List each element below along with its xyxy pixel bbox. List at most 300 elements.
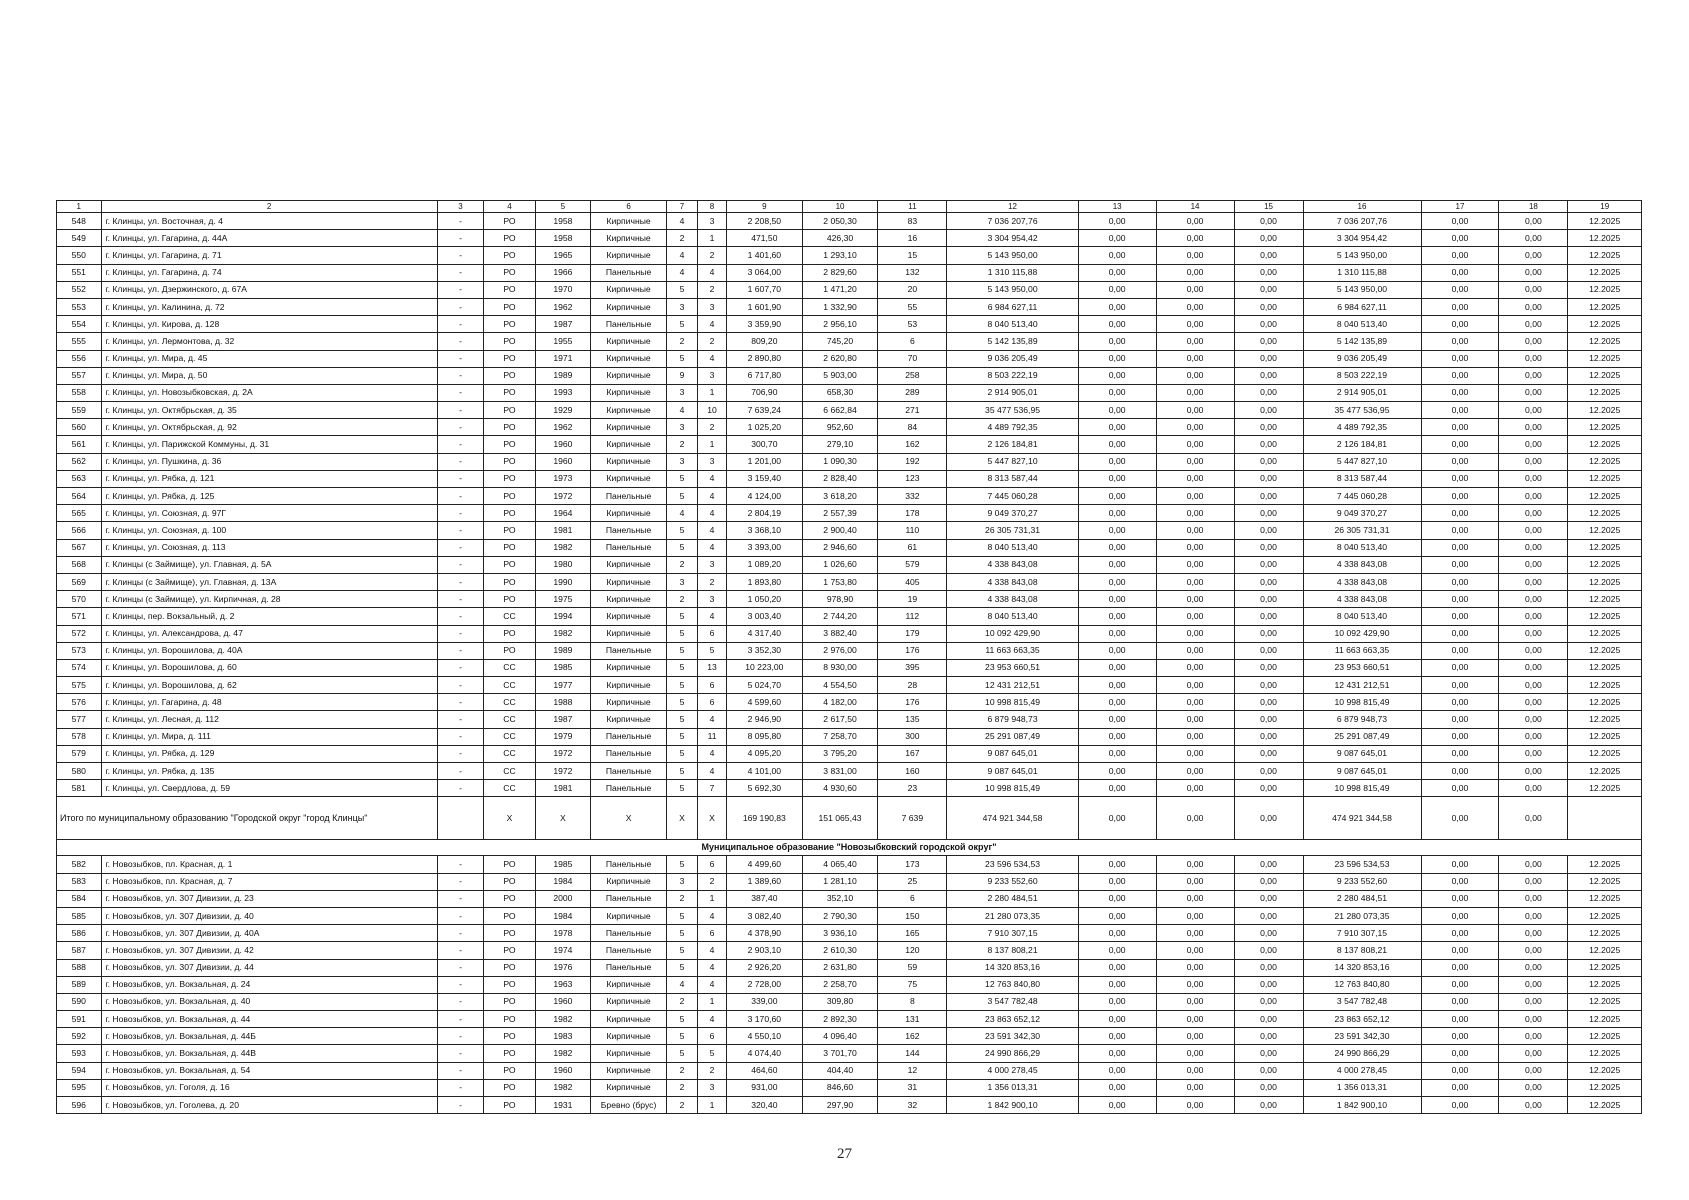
- table-cell: Панельные: [591, 539, 667, 556]
- total-cell: 151 065,43: [802, 797, 878, 840]
- table-cell: РО: [484, 505, 535, 522]
- table-cell: 83: [878, 213, 947, 230]
- table-cell: 578: [57, 728, 102, 745]
- table-cell: 0,00: [1234, 453, 1303, 470]
- table-row: [57, 625, 1642, 642]
- table-cell: 6: [878, 333, 947, 350]
- table-cell: 1958: [535, 213, 591, 230]
- table-cell: РО: [484, 890, 535, 907]
- table-row: [57, 1079, 1642, 1096]
- table-cell: 10 092 429,90: [1303, 625, 1421, 642]
- table-cell: 0,00: [1078, 763, 1156, 780]
- table-cell: 0,00: [1499, 976, 1568, 993]
- address-cell: г. Клинцы, ул. Мира, д. 50: [101, 367, 437, 384]
- table-cell: 0,00: [1421, 367, 1499, 384]
- table-cell: 3 368,10: [727, 522, 803, 539]
- table-cell: 112: [878, 608, 947, 625]
- table-cell: 0,00: [1421, 694, 1499, 711]
- table-cell: 4: [698, 907, 727, 924]
- table-cell: РО: [484, 942, 535, 959]
- table-cell: 8 313 587,44: [947, 470, 1078, 487]
- table-cell: 4 095,20: [727, 745, 803, 762]
- table-cell: 0,00: [1421, 856, 1499, 873]
- table-cell: 0,00: [1499, 642, 1568, 659]
- address-cell: г. Клинцы, ул. Рябка, д. 125: [101, 488, 437, 505]
- table-cell: 1980: [535, 556, 591, 573]
- table-cell: 4: [698, 316, 727, 333]
- table-cell: 9 233 552,60: [947, 873, 1078, 890]
- table-cell: 131: [878, 1011, 947, 1028]
- table-cell: 21 280 073,35: [1303, 907, 1421, 924]
- table-cell: 4: [698, 745, 727, 762]
- table-row: [57, 281, 1642, 298]
- table-cell: 8 137 808,21: [1303, 942, 1421, 959]
- table-cell: Кирпичные: [591, 384, 667, 401]
- table-cell: 2 744,20: [802, 608, 878, 625]
- table-row: [57, 298, 1642, 315]
- table-cell: 4 489 792,35: [1303, 419, 1421, 436]
- table-row: [57, 642, 1642, 659]
- table-cell: 0,00: [1499, 728, 1568, 745]
- table-cell: СС: [484, 677, 535, 694]
- table-cell: 6 984 627,11: [947, 298, 1078, 315]
- table-cell: 23 863 652,12: [1303, 1011, 1421, 1028]
- table-cell: 0,00: [1078, 608, 1156, 625]
- table-cell: 150: [878, 907, 947, 924]
- table-cell: 575: [57, 677, 102, 694]
- table-cell: Кирпичные: [591, 1028, 667, 1045]
- table-cell: 55: [878, 298, 947, 315]
- address-cell: г. Клинцы, ул. Гагарина, д. 48: [101, 694, 437, 711]
- table-cell: 0,00: [1421, 642, 1499, 659]
- table-row: [57, 522, 1642, 539]
- table-cell: 591: [57, 1011, 102, 1028]
- table-cell: -: [437, 281, 484, 298]
- table-cell: Кирпичные: [591, 873, 667, 890]
- table-cell: 12.2025: [1568, 677, 1642, 694]
- table-cell: СС: [484, 694, 535, 711]
- table-cell: 1 842 900,10: [947, 1097, 1078, 1114]
- table-cell: 0,00: [1234, 488, 1303, 505]
- total-cell: 0,00: [1499, 797, 1568, 840]
- table-cell: 23 863 652,12: [947, 1011, 1078, 1028]
- table-cell: 2: [698, 419, 727, 436]
- table-cell: 6 879 948,73: [947, 711, 1078, 728]
- table-cell: 0,00: [1234, 402, 1303, 419]
- total-cell: 474 921 344,58: [947, 797, 1078, 840]
- table-row: [57, 907, 1642, 924]
- table-cell: Кирпичные: [591, 213, 667, 230]
- table-cell: 0,00: [1156, 367, 1234, 384]
- table-cell: 4 182,00: [802, 694, 878, 711]
- column-number-cell: 10: [802, 201, 878, 213]
- table-cell: -: [437, 907, 484, 924]
- table-cell: 5: [666, 780, 697, 797]
- table-cell: 3 003,40: [727, 608, 803, 625]
- table-cell: 0,00: [1078, 436, 1156, 453]
- table-cell: 3 304 954,42: [1303, 230, 1421, 247]
- table-cell: 0,00: [1078, 281, 1156, 298]
- table-cell: 2 620,80: [802, 350, 878, 367]
- table-cell: 0,00: [1156, 419, 1234, 436]
- table-cell: 15: [878, 247, 947, 264]
- table-cell: 846,60: [802, 1079, 878, 1096]
- table-cell: 1985: [535, 856, 591, 873]
- table-cell: 2: [666, 436, 697, 453]
- table-cell: 1 601,90: [727, 298, 803, 315]
- table-cell: 0,00: [1156, 384, 1234, 401]
- table-cell: 3 618,20: [802, 488, 878, 505]
- table-cell: Панельные: [591, 856, 667, 873]
- table-row: [57, 711, 1642, 728]
- table-cell: 3: [666, 453, 697, 470]
- table-cell: Панельные: [591, 942, 667, 959]
- address-cell: г. Клинцы, ул. Гагарина, д. 74: [101, 264, 437, 281]
- table-row: [57, 436, 1642, 453]
- table-cell: 6: [698, 677, 727, 694]
- table-cell: 1962: [535, 419, 591, 436]
- table-cell: 0,00: [1499, 333, 1568, 350]
- table-cell: 0,00: [1156, 1062, 1234, 1079]
- column-number-cell: 18: [1499, 201, 1568, 213]
- table-cell: 28: [878, 677, 947, 694]
- table-row: [57, 925, 1642, 942]
- address-cell: г. Клинцы, ул. Гагарина, д. 71: [101, 247, 437, 264]
- table-cell: РО: [484, 213, 535, 230]
- table-cell: Кирпичные: [591, 591, 667, 608]
- table-row: [57, 942, 1642, 959]
- table-cell: СС: [484, 711, 535, 728]
- table-cell: -: [437, 942, 484, 959]
- table-cell: 2 956,10: [802, 316, 878, 333]
- table-cell: 0,00: [1499, 1079, 1568, 1096]
- table-cell: РО: [484, 1097, 535, 1114]
- table-row: [57, 264, 1642, 281]
- address-cell: г. Клинцы, ул. Союзная, д. 113: [101, 539, 437, 556]
- table-cell: 1963: [535, 976, 591, 993]
- table-cell: 4 124,00: [727, 488, 803, 505]
- table-cell: 0,00: [1078, 873, 1156, 890]
- table-cell: 0,00: [1234, 522, 1303, 539]
- table-cell: 0,00: [1421, 780, 1499, 797]
- table-cell: 0,00: [1156, 890, 1234, 907]
- table-cell: -: [437, 402, 484, 419]
- table-cell: 3 547 782,48: [1303, 993, 1421, 1010]
- table-cell: 2 914 905,01: [1303, 384, 1421, 401]
- table-cell: 5: [666, 959, 697, 976]
- table-cell: СС: [484, 780, 535, 797]
- table-cell: 13: [698, 659, 727, 676]
- table-cell: 0,00: [1078, 780, 1156, 797]
- table-cell: 1977: [535, 677, 591, 694]
- table-cell: 0,00: [1234, 1011, 1303, 1028]
- table-cell: 10 998 815,49: [1303, 780, 1421, 797]
- table-cell: 110: [878, 522, 947, 539]
- table-cell: Панельные: [591, 488, 667, 505]
- table-cell: РО: [484, 907, 535, 924]
- table-cell: 12.2025: [1568, 1062, 1642, 1079]
- address-cell: г. Новозыбков, ул. 307 Дивизии, д. 44: [101, 959, 437, 976]
- table-cell: 564: [57, 488, 102, 505]
- table-cell: 0,00: [1156, 350, 1234, 367]
- table-cell: 4 499,60: [727, 856, 803, 873]
- table-cell: 3 304 954,42: [947, 230, 1078, 247]
- address-cell: г. Клинцы, пер. Вокзальный, д. 2: [101, 608, 437, 625]
- table-cell: 21 280 073,35: [947, 907, 1078, 924]
- table-cell: 10 223,00: [727, 659, 803, 676]
- table-cell: 1 293,10: [802, 247, 878, 264]
- table-cell: 1987: [535, 711, 591, 728]
- table-cell: Кирпичные: [591, 281, 667, 298]
- table-cell: 1978: [535, 925, 591, 942]
- table-cell: 2 946,90: [727, 711, 803, 728]
- table-cell: 2 126 184,81: [1303, 436, 1421, 453]
- table-cell: 0,00: [1234, 728, 1303, 745]
- table-cell: 300: [878, 728, 947, 745]
- table-cell: 0,00: [1234, 298, 1303, 315]
- table-cell: 0,00: [1234, 573, 1303, 590]
- table-cell: 3 393,00: [727, 539, 803, 556]
- table-row: [57, 873, 1642, 890]
- table-cell: 1982: [535, 1045, 591, 1062]
- table-cell: 7 910 307,15: [1303, 925, 1421, 942]
- table-cell: РО: [484, 453, 535, 470]
- table-cell: 6: [698, 856, 727, 873]
- table-cell: Кирпичные: [591, 659, 667, 676]
- table-cell: 0,00: [1234, 333, 1303, 350]
- table-cell: 5: [666, 711, 697, 728]
- table-cell: 5: [666, 1028, 697, 1045]
- table-cell: 593: [57, 1045, 102, 1062]
- table-cell: 0,00: [1234, 367, 1303, 384]
- address-cell: г. Клинцы, ул. Кирова, д. 128: [101, 316, 437, 333]
- table-cell: Кирпичные: [591, 993, 667, 1010]
- table-cell: 25 291 087,49: [1303, 728, 1421, 745]
- table-cell: -: [437, 677, 484, 694]
- table-cell: 1972: [535, 488, 591, 505]
- table-cell: -: [437, 959, 484, 976]
- table-cell: 0,00: [1156, 539, 1234, 556]
- table-cell: 3: [666, 573, 697, 590]
- table-cell: 5: [666, 488, 697, 505]
- table-cell: 0,00: [1156, 281, 1234, 298]
- table-cell: 12.2025: [1568, 745, 1642, 762]
- table-cell: 1972: [535, 745, 591, 762]
- total-cell: 0,00: [1421, 797, 1499, 840]
- table-cell: 0,00: [1234, 384, 1303, 401]
- table-cell: 12.2025: [1568, 367, 1642, 384]
- table-cell: 0,00: [1156, 642, 1234, 659]
- table-cell: 0,00: [1421, 573, 1499, 590]
- table-cell: -: [437, 522, 484, 539]
- table-cell: 12.2025: [1568, 711, 1642, 728]
- table-cell: 952,60: [802, 419, 878, 436]
- table-cell: 12: [878, 1062, 947, 1079]
- table-cell: 1 310 115,88: [1303, 264, 1421, 281]
- table-cell: 162: [878, 1028, 947, 1045]
- table-cell: 0,00: [1499, 873, 1568, 890]
- table-cell: 3: [698, 213, 727, 230]
- table-cell: 165: [878, 925, 947, 942]
- table-cell: 8: [878, 993, 947, 1010]
- table-cell: 0,00: [1421, 677, 1499, 694]
- table-cell: 12.2025: [1568, 419, 1642, 436]
- table-cell: 3 359,90: [727, 316, 803, 333]
- column-number-cell: 19: [1568, 201, 1642, 213]
- table-cell: 2: [698, 333, 727, 350]
- table-cell: 5: [666, 470, 697, 487]
- table-cell: РО: [484, 402, 535, 419]
- table-cell: 5: [666, 625, 697, 642]
- table-cell: 0,00: [1499, 264, 1568, 281]
- table-cell: 0,00: [1499, 505, 1568, 522]
- table-cell: -: [437, 608, 484, 625]
- table-cell: 0,00: [1499, 419, 1568, 436]
- table-cell: -: [437, 556, 484, 573]
- table-cell: 5: [666, 728, 697, 745]
- table-row: [57, 350, 1642, 367]
- address-cell: г. Новозыбков, ул. Вокзальная, д. 24: [101, 976, 437, 993]
- table-cell: 12.2025: [1568, 1028, 1642, 1045]
- register-sheet: [56, 200, 1642, 1114]
- table-cell: Кирпичные: [591, 436, 667, 453]
- table-cell: 1987: [535, 316, 591, 333]
- table-cell: 0,00: [1234, 436, 1303, 453]
- table-cell: 577: [57, 711, 102, 728]
- table-cell: 12.2025: [1568, 1097, 1642, 1114]
- table-cell: 0,00: [1078, 470, 1156, 487]
- table-cell: 0,00: [1156, 1011, 1234, 1028]
- table-cell: 553: [57, 298, 102, 315]
- table-cell: 931,00: [727, 1079, 803, 1096]
- table-cell: 1 026,60: [802, 556, 878, 573]
- table-cell: 0,00: [1156, 230, 1234, 247]
- table-cell: 6 717,80: [727, 367, 803, 384]
- table-cell: 1985: [535, 659, 591, 676]
- table-cell: -: [437, 316, 484, 333]
- table-row: [57, 780, 1642, 797]
- table-cell: 1960: [535, 1062, 591, 1079]
- table-cell: 12.2025: [1568, 873, 1642, 890]
- table-cell: Кирпичные: [591, 1011, 667, 1028]
- table-cell: 0,00: [1078, 247, 1156, 264]
- table-cell: 0,00: [1421, 763, 1499, 780]
- table-cell: -: [437, 298, 484, 315]
- table-cell: -: [437, 1062, 484, 1079]
- table-cell: 4: [698, 959, 727, 976]
- table-cell: 4: [698, 522, 727, 539]
- table-cell: 5: [666, 522, 697, 539]
- table-cell: -: [437, 333, 484, 350]
- table-cell: 12.2025: [1568, 728, 1642, 745]
- table-cell: 1974: [535, 942, 591, 959]
- table-cell: 12.2025: [1568, 642, 1642, 659]
- table-cell: 6: [698, 625, 727, 642]
- table-cell: 567: [57, 539, 102, 556]
- table-cell: 0,00: [1156, 488, 1234, 505]
- table-cell: 581: [57, 780, 102, 797]
- table-row: [57, 556, 1642, 573]
- table-cell: 586: [57, 925, 102, 942]
- table-cell: 471,50: [727, 230, 803, 247]
- table-cell: 4 338 843,08: [1303, 573, 1421, 590]
- table-cell: 560: [57, 419, 102, 436]
- table-cell: 1973: [535, 470, 591, 487]
- table-cell: 1990: [535, 573, 591, 590]
- table-cell: 1982: [535, 625, 591, 642]
- table-cell: 0,00: [1156, 1097, 1234, 1114]
- table-cell: 176: [878, 642, 947, 659]
- table-cell: 0,00: [1234, 745, 1303, 762]
- table-cell: 1 389,60: [727, 873, 803, 890]
- table-cell: 0,00: [1078, 264, 1156, 281]
- table-cell: -: [437, 1097, 484, 1114]
- table-cell: 23 953 660,51: [947, 659, 1078, 676]
- table-cell: Кирпичные: [591, 402, 667, 419]
- table-cell: 558: [57, 384, 102, 401]
- table-cell: 3 082,40: [727, 907, 803, 924]
- table-cell: 1 401,60: [727, 247, 803, 264]
- table-cell: 8 503 222,19: [947, 367, 1078, 384]
- table-cell: 8 137 808,21: [947, 942, 1078, 959]
- table-cell: 2 976,00: [802, 642, 878, 659]
- table-row: [57, 230, 1642, 247]
- table-cell: 12.2025: [1568, 505, 1642, 522]
- address-cell: г. Клинцы, ул. Свердлова, д. 59: [101, 780, 437, 797]
- table-cell: 12.2025: [1568, 402, 1642, 419]
- table-cell: 7 445 060,28: [947, 488, 1078, 505]
- table-cell: 0,00: [1499, 556, 1568, 573]
- table-cell: Кирпичные: [591, 350, 667, 367]
- table-row: [57, 367, 1642, 384]
- table-cell: 0,00: [1078, 573, 1156, 590]
- table-cell: 0,00: [1421, 1079, 1499, 1096]
- table-row: [57, 591, 1642, 608]
- table-cell: 0,00: [1078, 625, 1156, 642]
- table-cell: СС: [484, 728, 535, 745]
- table-cell: РО: [484, 488, 535, 505]
- table-cell: 1981: [535, 780, 591, 797]
- table-cell: 0,00: [1078, 942, 1156, 959]
- table-cell: 12.2025: [1568, 1079, 1642, 1096]
- table-cell: 5: [666, 925, 697, 942]
- table-cell: 0,00: [1421, 281, 1499, 298]
- table-cell: Кирпичные: [591, 230, 667, 247]
- table-cell: 589: [57, 976, 102, 993]
- column-number-cell: 14: [1156, 201, 1234, 213]
- table-cell: 12.2025: [1568, 247, 1642, 264]
- table-row: [57, 1062, 1642, 1079]
- table-cell: 5 024,70: [727, 677, 803, 694]
- address-cell: г. Клинцы, ул. Парижской Коммуны, д. 31: [101, 436, 437, 453]
- total-cell: 474 921 344,58: [1303, 797, 1421, 840]
- table-cell: Кирпичные: [591, 907, 667, 924]
- table-cell: 12.2025: [1568, 350, 1642, 367]
- table-cell: 1970: [535, 281, 591, 298]
- table-cell: 1: [698, 1097, 727, 1114]
- table-cell: 0,00: [1421, 1045, 1499, 1062]
- table-row: [57, 976, 1642, 993]
- table-cell: 0,00: [1156, 728, 1234, 745]
- table-cell: 0,00: [1156, 470, 1234, 487]
- table-cell: 0,00: [1078, 1097, 1156, 1114]
- table-cell: 4 599,60: [727, 694, 803, 711]
- table-cell: 0,00: [1499, 659, 1568, 676]
- table-cell: Кирпичные: [591, 1045, 667, 1062]
- table-cell: 12 763 840,80: [947, 976, 1078, 993]
- table-cell: 745,20: [802, 333, 878, 350]
- table-cell: 0,00: [1078, 488, 1156, 505]
